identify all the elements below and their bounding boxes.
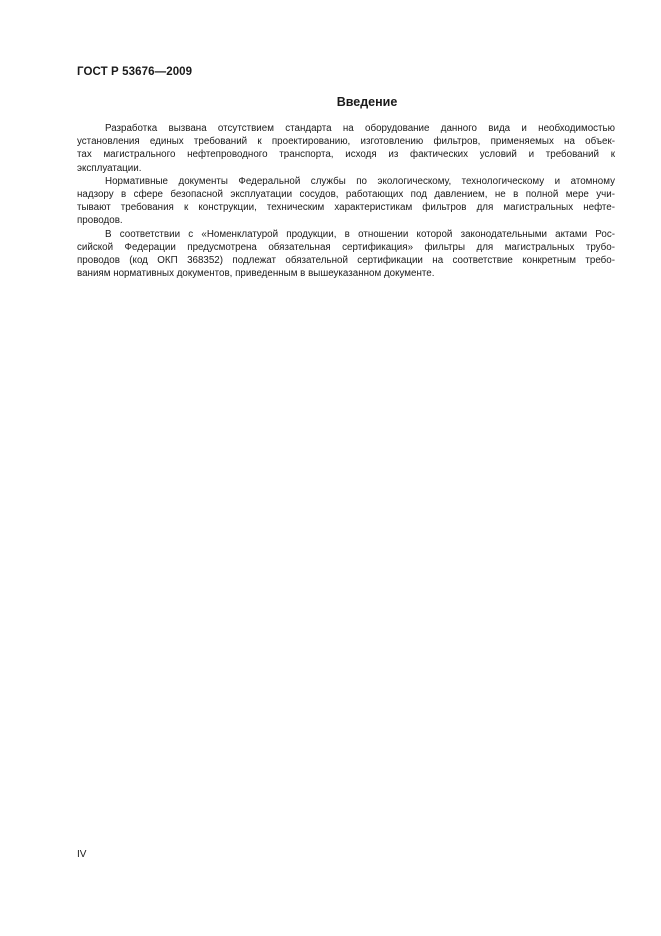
introduction-body — [77, 122, 615, 280]
text-line: Нормативные документы Федеральной службы по экологическому, технологическому и атомному — [105, 175, 615, 187]
text-line: ваниям нормативных документов, приведенным в вышеуказанном документе. — [77, 268, 435, 280]
text-line: тах магистрального нефтепроводного транспорта, исходя из фактических условий и требований к — [77, 149, 615, 161]
text-line: установления единых требований к проектированию, изготовлению фильтров, применяемых на объек- — [77, 136, 615, 148]
text-line: надзору в сфере безопасной эксплуатации сосудов, работающих под давлением, не в полной мере учи- — [77, 188, 615, 200]
page-number: IV — [77, 849, 87, 860]
text-line: эксплуатации. — [77, 162, 142, 174]
text-line: тывают требования к конструкции, техническим характеристикам фильтров для магистральных нефте- — [77, 202, 615, 214]
text-line: сийской Федерации предусмотрена обязательная сертификация» фильтры для магистральных трубо- — [77, 241, 615, 253]
text-line: проводов. — [77, 215, 123, 227]
paragraph-1 — [77, 122, 615, 175]
paragraph-2 — [77, 175, 615, 228]
text-line: проводов (код ОКП 368352) подлежат обязательной сертификации на соответствие конкретным требо- — [77, 254, 615, 266]
paragraph-3 — [77, 228, 615, 281]
document-code: ГОСТ Р 53676—2009 — [77, 66, 193, 78]
text-line: Разработка вызвана отсутствием стандарта на оборудование данного вида и необходимостью — [105, 123, 615, 134]
text-line: В соответствии с «Номенклатурой продукции, в отношении которой законодательными актами Рос- — [105, 228, 615, 240]
section-title: Введение — [336, 95, 398, 109]
